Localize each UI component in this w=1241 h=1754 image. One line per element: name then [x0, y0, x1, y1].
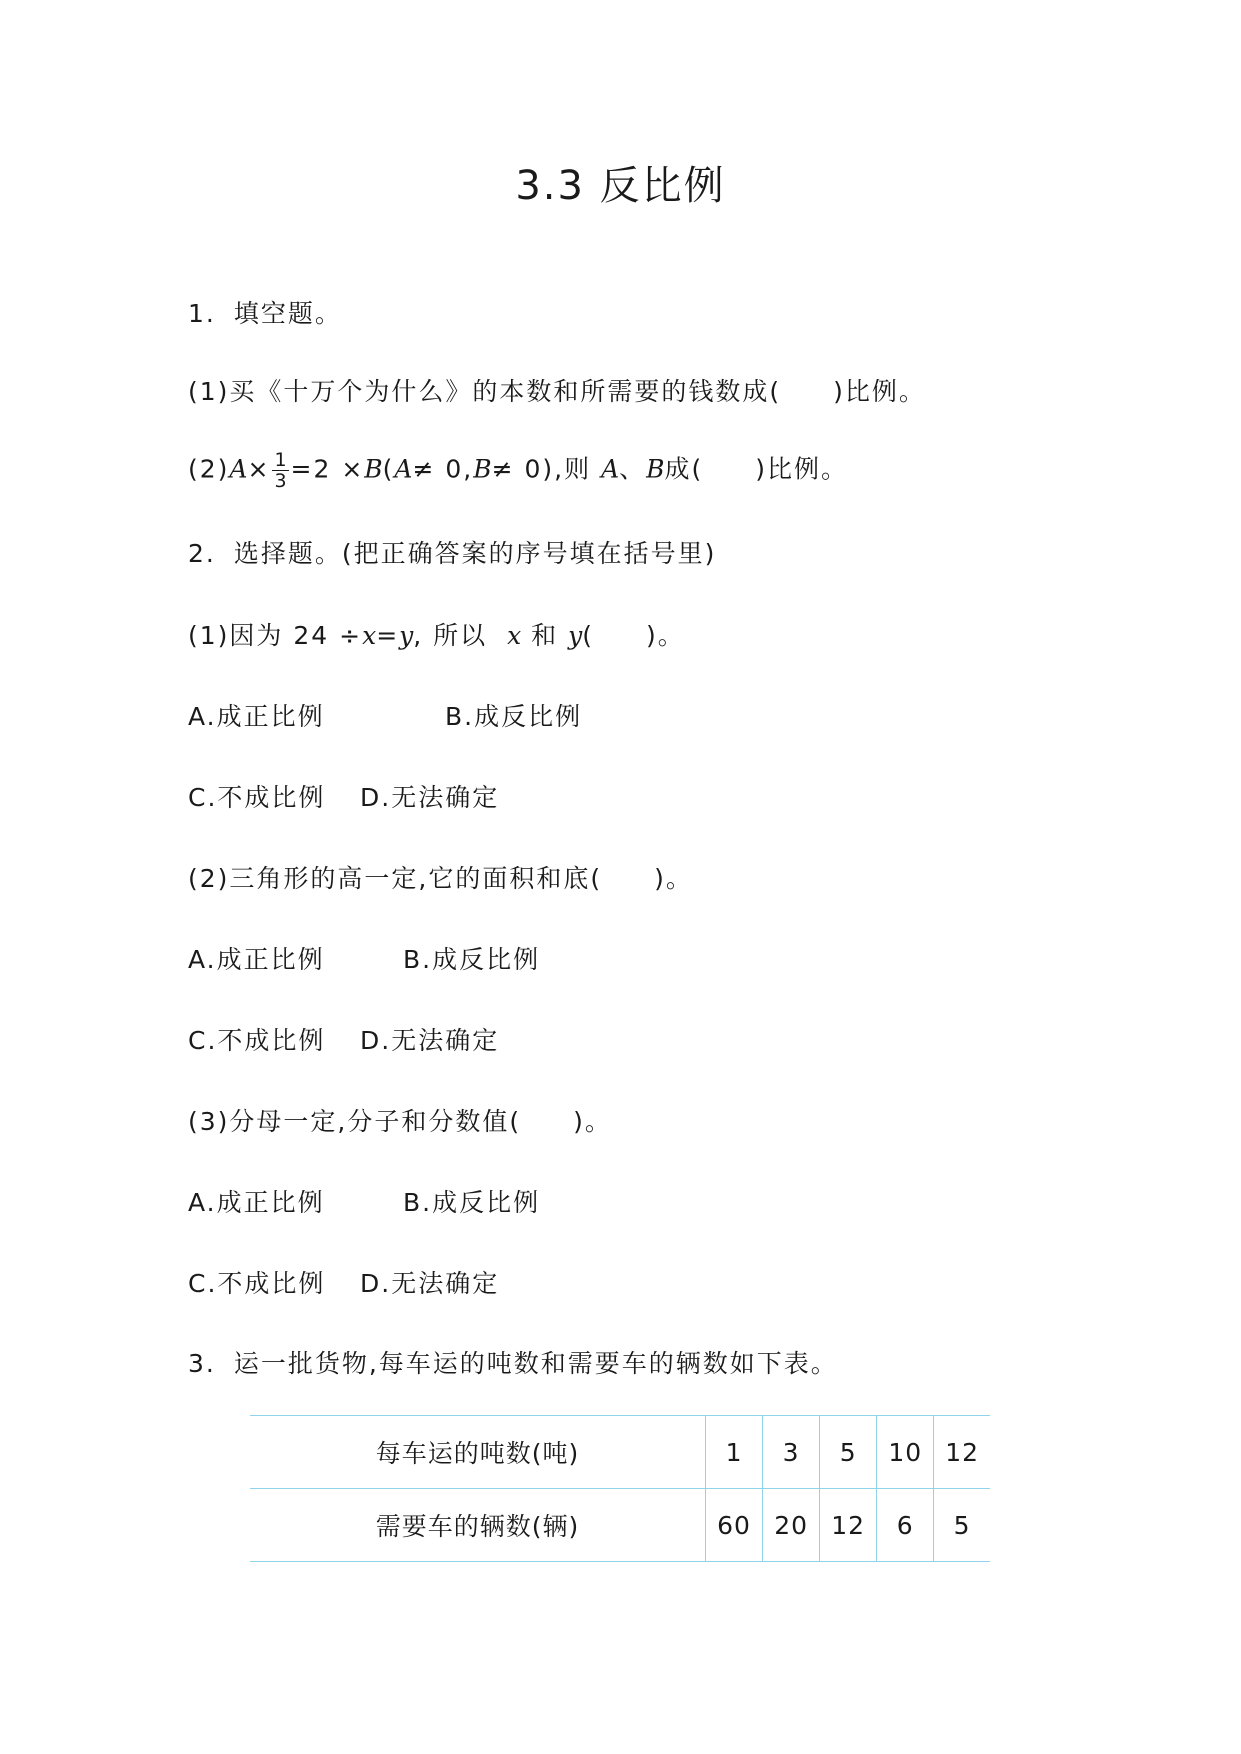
question-text: (2)三角形的高一定,它的面积和底(	[188, 864, 603, 893]
question-1-heading	[188, 296, 342, 332]
q2-2-option-a: A.成正比例	[188, 945, 325, 974]
q2-1-option-b: B.成反比例	[445, 702, 583, 731]
q2-2-option-c: C.不成比例	[188, 1026, 326, 1055]
variable-b: B	[473, 454, 492, 484]
table-cell: 20	[763, 1489, 820, 1562]
question-text: , 所以	[413, 621, 488, 650]
table-cell: 12	[820, 1489, 877, 1562]
table-cell: 12	[934, 1416, 990, 1489]
q2-1-option-d: D.无法确定	[360, 783, 500, 812]
fraction-numerator: 1	[274, 449, 287, 471]
equals-sign: =	[376, 621, 400, 650]
variable-x: x	[507, 621, 522, 650]
variable-a: A	[394, 454, 413, 484]
data-table	[250, 1415, 990, 1562]
q2-2-option-d: D.无法确定	[360, 1026, 500, 1055]
times-sign: ×	[247, 454, 271, 484]
question-text: )。	[573, 1107, 612, 1136]
question-number: 3.	[188, 1349, 216, 1378]
table-cell: 1	[706, 1416, 763, 1489]
question-2-part-3	[188, 1104, 612, 1140]
question-number: 1.	[188, 299, 216, 328]
variable-x: x	[362, 621, 377, 650]
question-text: 运一批货物,每车运的吨数和需要车的辆数如下表。	[233, 1349, 838, 1378]
question-text: )比例。	[833, 377, 926, 406]
question-text: )。	[654, 864, 693, 893]
table-row	[250, 1489, 990, 1562]
question-text: 选择题。(把正确答案的序号填在括号里)	[233, 539, 717, 568]
question-3-heading	[188, 1346, 838, 1382]
question-1-part-2	[188, 450, 848, 491]
variable-b: B	[646, 454, 665, 484]
question-number: 2.	[188, 539, 216, 568]
q2-3-option-d: D.无法确定	[360, 1269, 500, 1298]
q2-1-option-a: A.成正比例	[188, 702, 325, 731]
fraction-one-third	[272, 450, 288, 491]
question-text: (1)买《十万个为什么》的本数和所需要的钱数成(	[188, 377, 782, 406]
q2-3-option-b: B.成反比例	[403, 1188, 541, 1217]
question-2-heading	[188, 536, 716, 572]
row-header: 每车运的吨数(吨)	[250, 1416, 706, 1489]
question-text: (	[582, 621, 594, 650]
part-label: (1)因为 24 ÷	[188, 621, 363, 650]
q2-1-option-c: C.不成比例	[188, 783, 326, 812]
question-text: )。	[646, 621, 685, 650]
question-text: 成(	[664, 454, 704, 484]
fraction-denominator: 3	[274, 470, 287, 492]
condition-open: (	[382, 454, 395, 484]
question-1-part-1	[188, 374, 926, 410]
question-text: )比例。	[755, 454, 849, 484]
condition-part: ≠ 0,	[412, 454, 474, 484]
question-text: (3)分母一定,分子和分数值(	[188, 1107, 522, 1136]
q2-3-option-c: C.不成比例	[188, 1269, 326, 1298]
question-text: 填空题。	[233, 299, 342, 328]
q2-2-option-b: B.成反比例	[403, 945, 541, 974]
separator: 、	[619, 454, 647, 484]
variable-a: A	[229, 454, 248, 484]
variable-a: A	[601, 454, 620, 484]
equation-part: =2 ×	[290, 454, 365, 484]
question-2-part-2	[188, 861, 693, 897]
question-text: 和	[531, 621, 559, 650]
table-cell: 3	[763, 1416, 820, 1489]
table-cell: 5	[820, 1416, 877, 1489]
table-cell: 6	[877, 1489, 934, 1562]
condition-part: ≠ 0),则	[491, 454, 592, 484]
part-label: (2)	[188, 454, 230, 484]
table-cell: 10	[877, 1416, 934, 1489]
table-cell: 60	[706, 1489, 763, 1562]
variable-b: B	[364, 454, 383, 484]
question-2-part-1	[188, 618, 685, 654]
page-title: 3.3 反比例	[515, 163, 726, 209]
table-cell: 5	[934, 1489, 990, 1562]
variable-y: y	[399, 621, 414, 650]
row-header: 需要车的辆数(辆)	[250, 1489, 706, 1562]
table-row	[250, 1416, 990, 1489]
variable-y: y	[568, 621, 583, 650]
q2-3-option-a: A.成正比例	[188, 1188, 325, 1217]
